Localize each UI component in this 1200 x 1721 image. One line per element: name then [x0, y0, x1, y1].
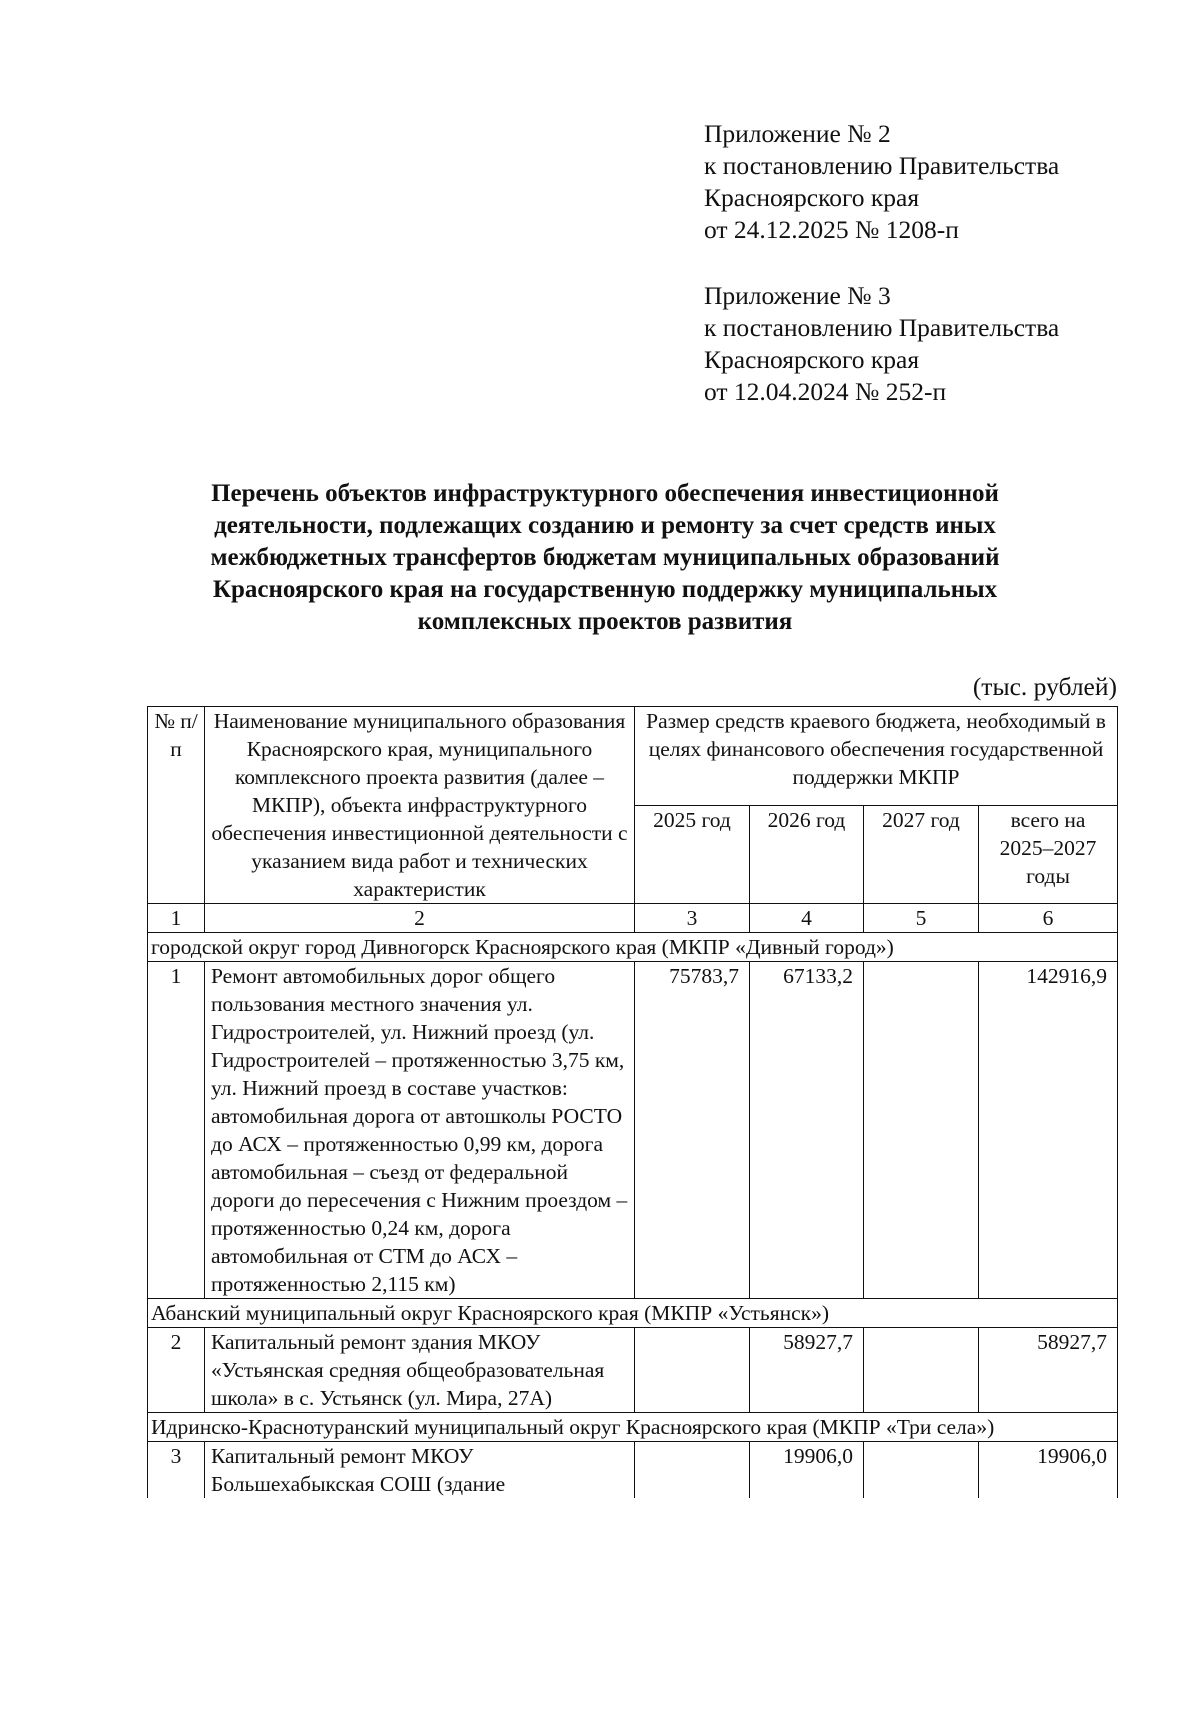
- group-title: Идринско-Краснотуранский муниципальный округ Красноярского края (МКПР «Три села»): [148, 1413, 1118, 1442]
- group-row: [148, 1413, 1118, 1442]
- table-row: [148, 1328, 1118, 1413]
- header-funding: Размер средств краевого бюджета, необходимый в целях финансового обеспечения государственной поддержки МКПР: [635, 707, 1118, 806]
- appendix-line: к постановлению Правительства: [704, 151, 1060, 180]
- col-number: 4: [750, 904, 864, 933]
- col-number: 6: [979, 904, 1118, 933]
- title-line: Красноярского края на государственную поддержку муниципальных: [212, 576, 998, 603]
- unit-note: (тыс. рублей): [972, 672, 1117, 701]
- row-2025: [635, 1442, 750, 1499]
- header-2027: 2027 год: [864, 805, 979, 904]
- group-title: Абанский муниципальный округ Красноярского края (МКПР «Устьянск»): [148, 1299, 1118, 1328]
- row-2025: [635, 1328, 750, 1413]
- row-num: 3: [148, 1442, 205, 1499]
- row-num: 2: [148, 1328, 205, 1413]
- row-total: 142916,9: [979, 962, 1118, 1299]
- row-2025: 75783,7: [635, 962, 750, 1299]
- group-row: [148, 933, 1118, 962]
- header-2025: 2025 год: [635, 805, 750, 904]
- appendix-line: к постановлению Правительства: [704, 313, 1060, 342]
- header-num: № п/п: [148, 707, 205, 904]
- appendix-line: от 24.12.2025 № 1208-п: [704, 215, 959, 244]
- group-title: городской округ город Дивногорск Красноярского края (МКПР «Дивный город»): [148, 933, 1118, 962]
- row-total: 19906,0: [979, 1442, 1118, 1499]
- title-line: межбюджетных трансфертов бюджетам муниципальных образований: [210, 544, 1000, 571]
- header-row: [148, 707, 1118, 806]
- col-number: 3: [635, 904, 750, 933]
- appendix-line: Красноярского края: [704, 345, 920, 374]
- header-name: Наименование муниципального образования Красноярского края, муниципального комплексного проекта развития (далее – МКПР), объекта инфраструктурного обеспечения инвестиционной деятельности с указанием вида работ и технических характеристик: [205, 707, 635, 904]
- row-2026: 19906,0: [750, 1442, 864, 1499]
- row-name: Капитальный ремонт здания МКОУ «Устьянская средняя общеобразовательная школа» в с. Устьянск (ул. Мира, 27А): [205, 1328, 635, 1413]
- row-num: 1: [148, 962, 205, 1299]
- objects-table: [147, 706, 1118, 1498]
- appendix-line: Приложение № 2: [704, 119, 891, 148]
- appendix-3-header: [704, 280, 1059, 408]
- col-number: 5: [864, 904, 979, 933]
- title-line: Перечень объектов инфраструктурного обеспечения инвестиционной: [211, 480, 999, 507]
- row-2027: [864, 1442, 979, 1499]
- col-number: 1: [148, 904, 205, 933]
- title-line: деятельности, подлежащих созданию и ремонту за счет средств иных: [214, 512, 996, 539]
- header-total: всего на 2025–2027 годы: [979, 805, 1118, 904]
- appendix-line: от 12.04.2024 № 252-п: [704, 377, 947, 406]
- table-row: [148, 1442, 1118, 1499]
- row-total: 58927,7: [979, 1328, 1118, 1413]
- title-line: комплексных проектов развития: [417, 608, 793, 635]
- group-row: [148, 1299, 1118, 1328]
- document-title: [140, 478, 1070, 638]
- row-2027: [864, 962, 979, 1299]
- col-number: 2: [205, 904, 635, 933]
- appendix-line: Красноярского края: [704, 183, 920, 212]
- appendix-2-header: [704, 118, 1059, 246]
- table-row: [148, 962, 1118, 1299]
- row-name: Ремонт автомобильных дорог общего пользования местного значения ул. Гидростроителей, ул. Нижний проезд (ул. Гидростроителей – протяженностью 3,75 км, ул. Нижний проезд в составе участков: автомобильная дорога от автошколы РОСТО до АСХ – протяженностью 0,99 км, дорога автомобильная – съезд от федеральной дороги до пересечения с Нижним проездом – протяженностью 0,24 км, дорога автомобильная от СТМ до АСХ – протяженностью 2,115 км): [205, 962, 635, 1299]
- header-2026: 2026 год: [750, 805, 864, 904]
- row-2027: [864, 1328, 979, 1413]
- row-2026: 58927,7: [750, 1328, 864, 1413]
- appendix-line: Приложение № 3: [704, 281, 891, 310]
- column-numbers-row: [148, 904, 1118, 933]
- row-2026: 67133,2: [750, 962, 864, 1299]
- row-name: Капитальный ремонт МКОУ Большехабыкская СОШ (здание: [205, 1442, 635, 1499]
